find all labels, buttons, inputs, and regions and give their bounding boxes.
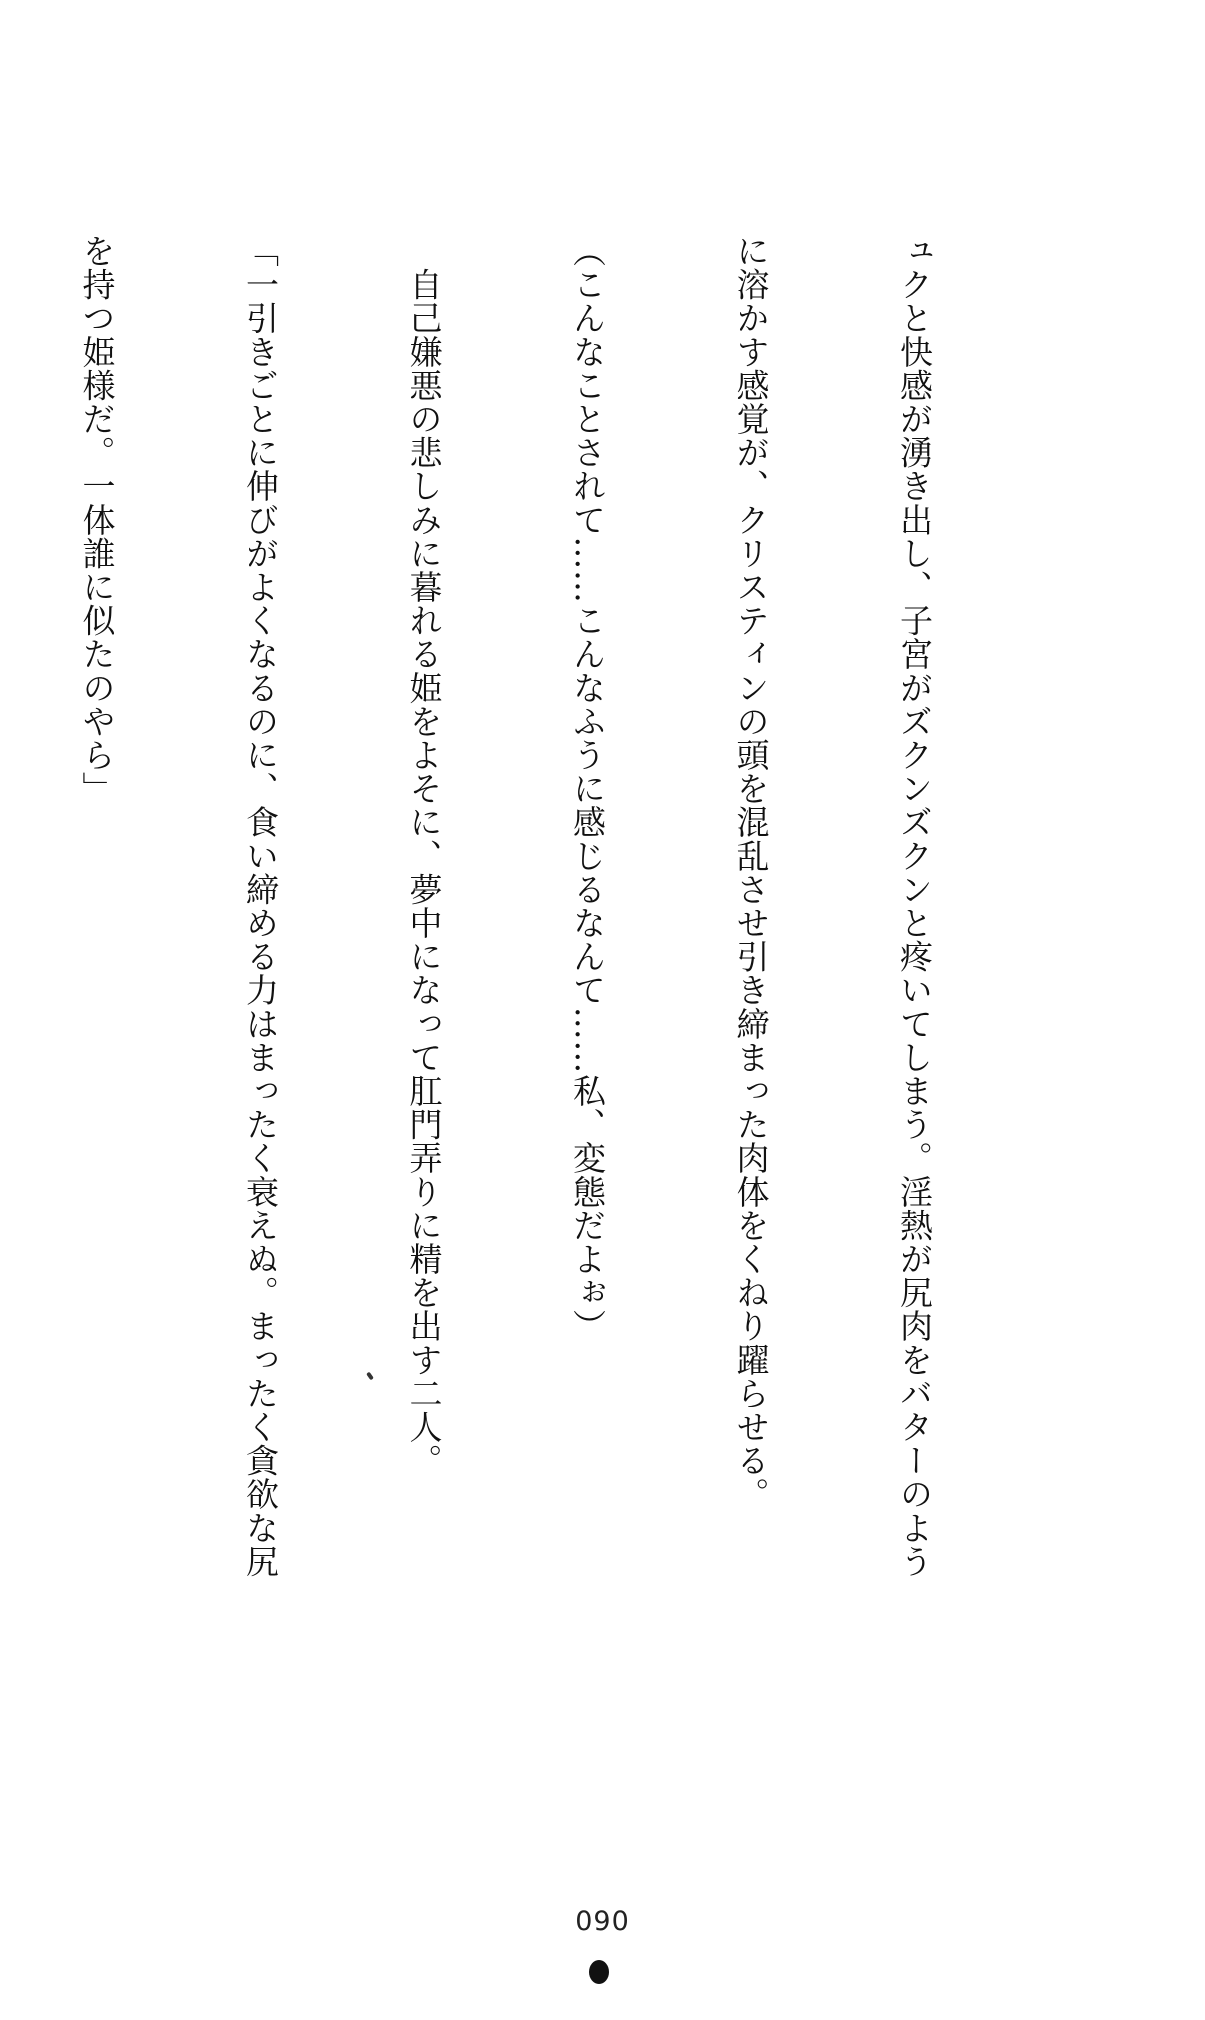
text-line-3: （こんなことされて……こんなふうに感じるなんて……私、変態だよぉ）	[568, 234, 607, 1343]
text-line-1: ュクと快感が湧き出し、子宮がズクンズクンと疼いてしまう。淫熱が尻肉をバターのよう	[895, 234, 934, 1578]
vertical-text-block	[77, 234, 1050, 1674]
text-line-2: に溶かす感覚が、クリスティンの頭を混乱させ引き締まった肉体をくねり躍らせる。	[731, 234, 771, 1511]
text-line-4: 自己嫌悪の悲しみに暮れる姫をよそに、夢中になって肛門弄りに精を出す二人。	[404, 234, 444, 1478]
page-number-dot-icon	[589, 1960, 609, 1984]
text-line-5: 「一引きごとに伸びがよくなるのに、食い締める力はまったく衰えぬ。まったく貪欲な尻	[241, 234, 280, 1578]
text-line-6: を持つ姫様だ。一体誰に似たのやら」	[77, 234, 117, 806]
page-number: 090	[575, 1906, 630, 1937]
